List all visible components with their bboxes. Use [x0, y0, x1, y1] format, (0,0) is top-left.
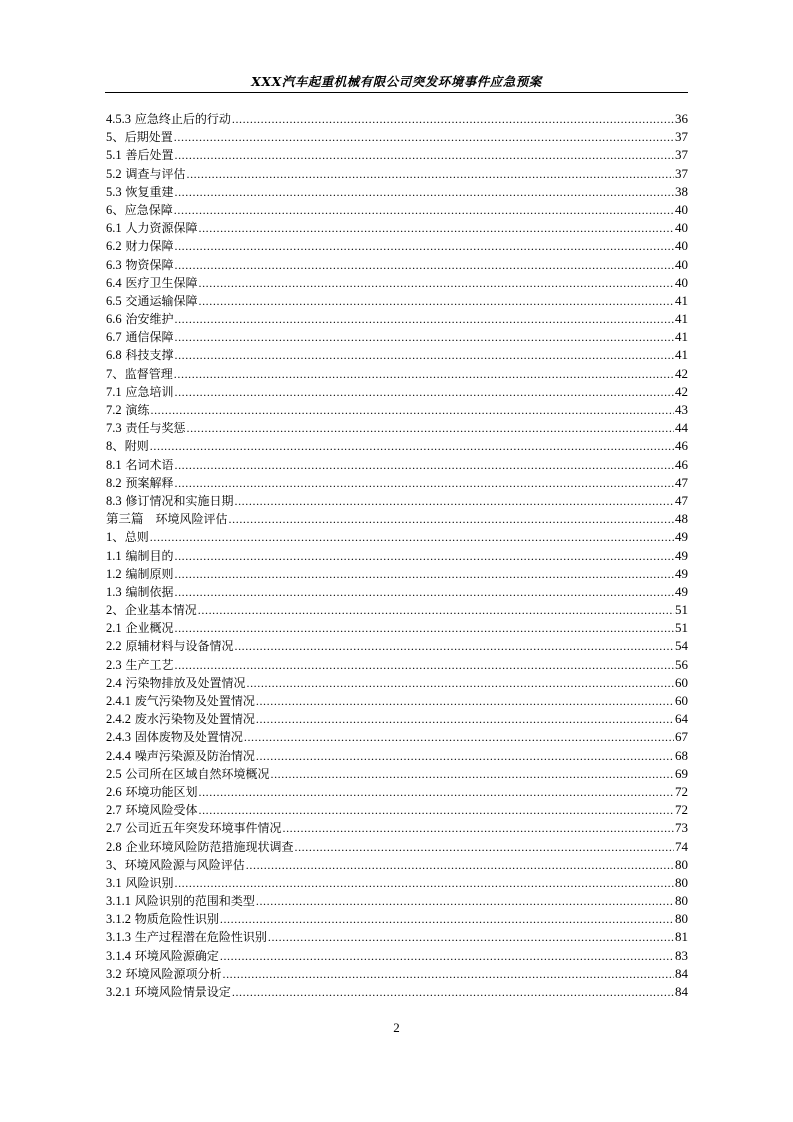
toc-entry-page: 84: [675, 984, 688, 999]
header-divider: [105, 92, 688, 93]
toc-entry-text: 生产过程潜在危险性识别: [134, 930, 267, 945]
toc-entry-text: 治安维护: [125, 312, 174, 327]
toc-entry[interactable]: [106, 856, 688, 874]
toc-entry-number: 6.1: [106, 221, 122, 236]
toc-entry-title: [106, 856, 245, 874]
toc-entry-title: [106, 838, 293, 856]
toc-dot-leader: [268, 928, 674, 946]
toc-entry-number: 5.1: [106, 148, 122, 163]
toc-entry-title: [106, 892, 255, 910]
toc-entry[interactable]: [106, 747, 688, 765]
toc-entry-number: 1.1: [106, 548, 122, 563]
toc-entry-title: [106, 547, 173, 565]
toc-entry[interactable]: [106, 165, 688, 183]
toc-entry[interactable]: [106, 201, 688, 219]
toc-entry[interactable]: [106, 146, 688, 164]
toc-entry[interactable]: [106, 492, 688, 510]
toc-entry[interactable]: [106, 892, 688, 910]
toc-entry-text: 责任与奖惩: [125, 421, 186, 436]
toc-entry-title: [106, 346, 173, 364]
toc-entry[interactable]: [106, 110, 688, 128]
toc-entry-title: [106, 274, 197, 292]
toc-dot-leader: [232, 110, 674, 128]
toc-entry-number: 6.5: [106, 293, 122, 308]
toc-entry-text: 噪声污染源及防治情况: [134, 748, 255, 763]
toc-dot-leader: [174, 656, 674, 674]
toc-entry-text: 物质危险性识别: [134, 912, 219, 927]
toc-entry-title: [106, 710, 255, 728]
toc-entry-page: 41: [675, 292, 688, 308]
toc-entry-page: 72: [675, 783, 688, 799]
toc-entry-page: 80: [675, 856, 688, 872]
toc-entry[interactable]: [106, 510, 688, 528]
toc-entry-number: 8、: [106, 439, 125, 454]
toc-dot-leader: [174, 565, 674, 583]
toc-dot-leader: [174, 128, 674, 146]
toc-entry[interactable]: [106, 328, 688, 346]
toc-entry-text: 恢复重建: [125, 184, 174, 199]
toc-entry-page: 67: [675, 729, 688, 745]
toc-entry-number: 6.7: [106, 330, 122, 345]
toc-entry-page: 40: [675, 238, 688, 254]
toc-entry-text: 编制目的: [125, 548, 174, 563]
toc-dot-leader: [174, 346, 674, 364]
toc-dot-leader: [150, 437, 674, 455]
toc-entry-page: 44: [675, 420, 688, 436]
toc-entry-page: 47: [675, 492, 688, 508]
toc-entry[interactable]: [106, 765, 688, 783]
toc-entry-text: 应急保障: [124, 202, 173, 217]
toc-entry-title: [106, 765, 269, 783]
toc-entry-title: [106, 565, 173, 583]
toc-entry[interactable]: [106, 346, 688, 364]
toc-entry[interactable]: [106, 274, 688, 292]
toc-entry-title: [106, 801, 197, 819]
toc-entry-page: 60: [675, 674, 688, 690]
toc-entry[interactable]: [106, 710, 688, 728]
toc-entry-text: 通信保障: [125, 330, 174, 345]
toc-entry-number: 6.6: [106, 312, 122, 327]
toc-entry-title: [106, 910, 219, 928]
table-of-contents: [106, 110, 688, 1001]
toc-entry-page: 48: [675, 511, 688, 527]
toc-dot-leader: [198, 292, 674, 310]
toc-dot-leader: [174, 456, 674, 474]
toc-entry-title: [106, 474, 173, 492]
toc-entry-page: 37: [675, 129, 688, 145]
toc-entry[interactable]: [106, 637, 688, 655]
toc-entry-title: [106, 601, 197, 619]
toc-entry-title: [106, 310, 173, 328]
toc-entry-text: 物资保障: [125, 257, 174, 272]
toc-entry-page: 51: [675, 620, 688, 636]
toc-entry-page: 42: [675, 383, 688, 399]
toc-entry-text: 企业环境风险防范措施现状调查: [125, 839, 294, 854]
toc-dot-leader: [294, 838, 674, 856]
toc-entry-number: 2.7: [106, 803, 122, 818]
toc-dot-leader: [270, 765, 674, 783]
toc-entry-title: [106, 128, 173, 146]
toc-entry-number: 3.2.1: [106, 985, 131, 999]
toc-dot-leader: [174, 183, 674, 201]
toc-entry-page: 80: [675, 893, 688, 909]
toc-dot-leader: [174, 474, 674, 492]
toc-entry[interactable]: [106, 310, 688, 328]
toc-dot-leader: [256, 692, 674, 710]
toc-dot-leader: [222, 965, 674, 983]
toc-dot-leader: [198, 801, 674, 819]
toc-entry-number: 2、: [106, 603, 125, 618]
toc-entry-page: 51: [675, 602, 688, 618]
toc-entry-title: [106, 456, 173, 474]
toc-entry-number: 3.2: [106, 966, 122, 981]
toc-dot-leader: [198, 783, 674, 801]
toc-entry-page: 41: [675, 347, 688, 363]
toc-entry-number: 3.1.1: [106, 894, 131, 909]
toc-entry[interactable]: [106, 183, 688, 201]
toc-entry[interactable]: [106, 928, 688, 946]
toc-entry-number: 2.4.1: [106, 694, 131, 708]
toc-entry-number: 2.8: [106, 839, 122, 854]
toc-entry-number: 1、: [106, 530, 125, 545]
toc-entry-text: 废气污染物及处置情况: [134, 694, 255, 708]
toc-entry-number: 6.8: [106, 348, 122, 363]
toc-dot-leader: [220, 947, 674, 965]
toc-dot-leader: [174, 146, 674, 164]
toc-entry-text: 调查与评估: [125, 166, 186, 181]
toc-entry-page: 81: [675, 929, 688, 945]
toc-entry[interactable]: [106, 601, 688, 619]
toc-dot-leader: [246, 856, 674, 874]
toc-entry-page: 41: [675, 311, 688, 327]
toc-dot-leader: [256, 892, 674, 910]
toc-entry-text: 环境风险源与风险评估: [124, 857, 245, 872]
toc-entry-text: 环境风险源确定: [134, 948, 219, 963]
toc-entry-title: [106, 201, 173, 219]
toc-entry-text: 风险识别的范围和类型: [134, 894, 255, 909]
toc-dot-leader: [229, 510, 674, 528]
toc-entry-page: 64: [675, 711, 688, 727]
toc-entry-title: [106, 219, 197, 237]
toc-entry-number: 6.4: [106, 275, 122, 290]
toc-entry[interactable]: [106, 801, 688, 819]
toc-entry-text: 企业基本情况: [124, 603, 197, 618]
toc-entry-text: 医疗卫生保障: [125, 275, 198, 290]
toc-entry-title: [106, 692, 255, 710]
toc-entry-page: 41: [675, 329, 688, 345]
toc-dot-leader: [174, 237, 674, 255]
toc-entry-text: 修订情况和实施日期: [125, 493, 234, 508]
toc-entry-text: 科技支撑: [125, 348, 174, 363]
toc-entry-number: 2.4.3: [106, 730, 131, 745]
toc-entry-number: 6.2: [106, 239, 122, 254]
toc-entry-title: [106, 183, 173, 201]
toc-entry-page: 37: [675, 147, 688, 163]
toc-entry[interactable]: [106, 947, 688, 965]
toc-entry-text: 人力资源保障: [125, 221, 198, 236]
toc-dot-leader: [256, 710, 674, 728]
toc-entry-text: 风险识别: [125, 875, 174, 890]
toc-entry-number: 8.2: [106, 475, 122, 490]
toc-dot-leader: [234, 492, 674, 510]
toc-entry-page: 49: [675, 529, 688, 545]
toc-entry-page: 38: [675, 183, 688, 199]
toc-entry-page: 56: [675, 656, 688, 672]
toc-entry-title: [106, 401, 149, 419]
toc-entry-number: 2.5: [106, 766, 122, 781]
toc-entry[interactable]: [106, 728, 688, 746]
toc-entry[interactable]: [106, 656, 688, 674]
toc-entry-title: [106, 747, 255, 765]
toc-entry[interactable]: [106, 547, 688, 565]
toc-entry-text: 善后处置: [125, 148, 174, 163]
toc-entry-title: [106, 110, 231, 128]
toc-entry-title: [106, 146, 173, 164]
toc-dot-leader: [198, 601, 674, 619]
toc-entry[interactable]: [106, 419, 688, 437]
toc-entry[interactable]: [106, 619, 688, 637]
toc-entry-page: 42: [675, 365, 688, 381]
toc-dot-leader: [246, 674, 674, 692]
toc-entry-page: 83: [675, 947, 688, 963]
toc-dot-leader: [174, 328, 674, 346]
toc-entry-title: [106, 492, 233, 510]
toc-entry[interactable]: [106, 437, 688, 455]
toc-entry-page: 49: [675, 583, 688, 599]
toc-entry-number: 3、: [106, 857, 125, 872]
toc-entry-title: [106, 965, 221, 983]
toc-entry-page: 47: [675, 474, 688, 490]
toc-entry-title: [106, 928, 267, 946]
toc-entry[interactable]: [106, 838, 688, 856]
toc-dot-leader: [174, 365, 674, 383]
toc-entry-text: 编制依据: [125, 584, 174, 599]
toc-entry[interactable]: [106, 256, 688, 274]
toc-entry-number: 2.4.4: [106, 748, 131, 763]
toc-entry[interactable]: [106, 474, 688, 492]
toc-entry-number: 2.6: [106, 784, 122, 799]
toc-entry-title: [106, 165, 185, 183]
toc-entry-number: 1.2: [106, 566, 122, 581]
toc-entry-page: 40: [675, 274, 688, 290]
toc-dot-leader: [174, 383, 674, 401]
toc-entry-page: 40: [675, 256, 688, 272]
toc-entry-page: 49: [675, 565, 688, 581]
toc-entry-page: 80: [675, 911, 688, 927]
page-header-title: XXX汽车起重机械有限公司突发环境事件应急预案: [251, 74, 542, 89]
toc-dot-leader: [150, 401, 674, 419]
toc-entry-page: 72: [675, 802, 688, 818]
toc-dot-leader: [174, 547, 674, 565]
toc-dot-leader: [186, 165, 674, 183]
toc-dot-leader: [234, 637, 674, 655]
toc-entry-title: [106, 656, 173, 674]
toc-entry-text: 固体废物及处置情况: [134, 730, 243, 745]
toc-entry-number: 7、: [106, 366, 125, 381]
toc-entry-text: 公司所在区域自然环境概况: [125, 766, 270, 781]
toc-entry[interactable]: [106, 819, 688, 837]
toc-entry[interactable]: [106, 219, 688, 237]
toc-entry-number: 1.3: [106, 584, 122, 599]
toc-entry-number: 3.1.2: [106, 912, 131, 927]
toc-entry-title: [106, 528, 149, 546]
toc-dot-leader: [220, 910, 674, 928]
toc-entry-page: 49: [675, 547, 688, 563]
toc-dot-leader: [282, 819, 674, 837]
toc-entry-text: 总则: [124, 530, 149, 545]
toc-dot-leader: [174, 201, 674, 219]
toc-entry-text: 附则: [124, 439, 149, 454]
toc-entry-number: 5.3: [106, 184, 122, 199]
toc-entry-text: 环境风险源项分析: [125, 966, 222, 981]
toc-dot-leader: [174, 583, 674, 601]
toc-entry-text: 财力保障: [125, 239, 174, 254]
toc-entry[interactable]: [106, 583, 688, 601]
toc-entry-text: 企业概况: [125, 621, 174, 636]
toc-entry-number: 7.2: [106, 403, 122, 417]
toc-entry-number: 5.2: [106, 166, 122, 181]
toc-entry-number: 3.1.3: [106, 930, 131, 945]
toc-entry-title: [106, 437, 149, 455]
toc-entry-title: [106, 783, 197, 801]
toc-entry-title: [106, 328, 173, 346]
toc-entry[interactable]: [106, 910, 688, 928]
toc-entry-page: 36: [675, 111, 688, 126]
toc-entry-text: 预案解释: [125, 475, 174, 490]
toc-entry-text: 环境风险评估: [143, 512, 228, 527]
toc-entry-title: [106, 419, 185, 437]
toc-dot-leader: [198, 219, 674, 237]
toc-entry-title: [106, 256, 173, 274]
toc-entry-number: 7.3: [106, 421, 122, 436]
toc-entry-text: 应急终止后的行动: [134, 112, 231, 126]
toc-entry-page: 46: [675, 438, 688, 454]
toc-entry[interactable]: [106, 401, 688, 419]
toc-entry-number: 2.2: [106, 639, 122, 654]
toc-entry-text: 编制原则: [125, 566, 174, 581]
toc-dot-leader: [174, 619, 674, 637]
toc-entry-page: 37: [675, 165, 688, 181]
toc-dot-leader: [174, 256, 674, 274]
toc-entry-text: 交通运输保障: [125, 293, 198, 308]
toc-entry-title: [106, 947, 219, 965]
toc-entry-text: 监督管理: [124, 366, 173, 381]
toc-entry-text: 环境风险受体: [125, 803, 198, 818]
toc-entry-title: [106, 583, 173, 601]
toc-entry-number: 5、: [106, 130, 125, 145]
toc-entry[interactable]: [106, 965, 688, 983]
toc-entry-number: 6.3: [106, 257, 122, 272]
toc-entry-text: 应急培训: [125, 384, 174, 399]
toc-entry-title: [106, 674, 245, 692]
toc-entry[interactable]: [106, 237, 688, 255]
toc-entry-title: [106, 292, 197, 310]
toc-entry-title: [106, 983, 231, 1001]
toc-dot-leader: [174, 874, 674, 892]
toc-entry-page: 84: [675, 965, 688, 981]
toc-entry-text: 废水污染物及处置情况: [134, 712, 255, 727]
toc-entry-number: 8.1: [106, 457, 122, 472]
toc-dot-leader: [174, 310, 674, 328]
toc-entry-page: 60: [675, 693, 688, 708]
toc-entry-number: 4.5.3: [106, 112, 131, 126]
toc-entry-page: 40: [675, 201, 688, 217]
toc-entry-title: [106, 237, 173, 255]
toc-entry[interactable]: [106, 383, 688, 401]
toc-entry[interactable]: [106, 528, 688, 546]
toc-entry-title: [106, 874, 173, 892]
toc-entry-number: 2.4: [106, 675, 122, 690]
toc-entry-number: 3.1.4: [106, 948, 131, 963]
toc-entry-title: [106, 365, 173, 383]
toc-entry-page: 69: [675, 765, 688, 781]
toc-entry-page: 68: [675, 747, 688, 763]
toc-entry[interactable]: [106, 128, 688, 146]
toc-entry-text: 环境风险情景设定: [134, 985, 231, 999]
page-number: 2: [393, 1020, 400, 1035]
toc-entry-number: 2.7: [106, 821, 122, 836]
toc-entry-text: 原辅材料与设备情况: [125, 639, 234, 654]
toc-entry-text: 演练: [125, 403, 150, 417]
toc-entry-title: [106, 619, 173, 637]
toc-entry-page: 73: [675, 820, 688, 836]
toc-entry-page: 54: [675, 638, 688, 654]
toc-dot-leader: [198, 274, 674, 292]
toc-dot-leader: [256, 747, 674, 765]
toc-entry-number: 8.3: [106, 493, 122, 508]
toc-entry-text: 后期处置: [124, 130, 173, 145]
toc-entry[interactable]: [106, 456, 688, 474]
toc-entry[interactable]: [106, 674, 688, 692]
toc-entry-title: [106, 728, 243, 746]
toc-entry-text: 污染物排放及处置情况: [125, 675, 246, 690]
toc-dot-leader: [244, 728, 674, 746]
toc-dot-leader: [186, 419, 674, 437]
toc-entry[interactable]: [106, 292, 688, 310]
toc-entry-text: 环境功能区划: [125, 784, 198, 799]
toc-entry-title: [106, 637, 233, 655]
toc-entry[interactable]: [106, 983, 688, 1001]
toc-dot-leader: [232, 983, 674, 1001]
toc-entry-page: 80: [675, 874, 688, 890]
toc-entry-page: 46: [675, 456, 688, 472]
toc-entry-title: [106, 510, 228, 528]
toc-entry-number: 2.3: [106, 657, 122, 672]
toc-entry[interactable]: [106, 874, 688, 892]
toc-entry-text: 名词术语: [125, 457, 174, 472]
toc-entry[interactable]: [106, 565, 688, 583]
toc-entry-page: 74: [675, 838, 688, 854]
toc-entry[interactable]: [106, 365, 688, 383]
toc-entry-number: 7.1: [106, 384, 122, 399]
toc-entry-page: 43: [675, 402, 688, 417]
toc-entry-number: 2.1: [106, 621, 122, 636]
toc-entry-text: 生产工艺: [125, 657, 174, 672]
toc-entry-text: 公司近五年突发环境事件情况: [125, 821, 282, 836]
toc-entry-number: 6、: [106, 202, 125, 217]
toc-entry-page: 40: [675, 220, 688, 236]
toc-entry-title: [106, 819, 281, 837]
toc-entry-number: 3.1: [106, 875, 122, 890]
toc-entry[interactable]: [106, 692, 688, 710]
toc-entry-number: 第三篇: [106, 512, 144, 527]
toc-entry[interactable]: [106, 783, 688, 801]
toc-entry-title: [106, 383, 173, 401]
toc-dot-leader: [150, 528, 674, 546]
toc-entry-number: 2.4.2: [106, 712, 131, 727]
